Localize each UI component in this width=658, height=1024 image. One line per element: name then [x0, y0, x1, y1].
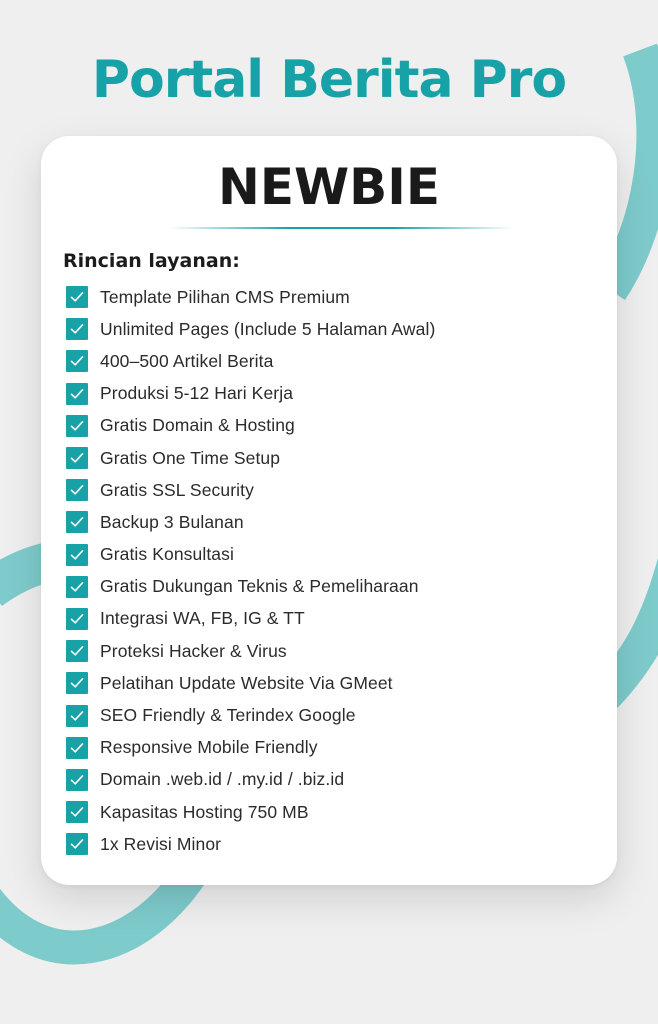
feature-label: 1x Revisi Minor [100, 833, 222, 854]
list-item [66, 571, 435, 603]
list-item [66, 764, 435, 796]
list-item [66, 410, 435, 442]
check-icon [66, 737, 88, 759]
check-icon [66, 801, 88, 823]
list-item [66, 345, 435, 377]
list-item [66, 796, 435, 828]
check-icon [66, 672, 88, 694]
feature-label: Gratis One Time Setup [100, 447, 281, 468]
feature-label: SEO Friendly & Terindex Google [100, 705, 356, 726]
section-title: Rincian layanan: [63, 250, 240, 272]
feature-label: Template Pilihan CMS Premium [100, 286, 350, 307]
feature-label: Pelatihan Update Website Via GMeet [100, 672, 393, 693]
plan-name: NEWBIE [217, 158, 441, 216]
list-item [66, 635, 435, 667]
feature-label: Unlimited Pages (Include 5 Halaman Awal) [100, 318, 436, 339]
list-item [66, 603, 435, 635]
list-item [66, 732, 435, 764]
check-icon [66, 350, 88, 372]
check-icon [66, 318, 88, 340]
list-item [66, 442, 435, 474]
list-item [66, 667, 435, 699]
check-icon [66, 511, 88, 533]
feature-label: Backup 3 Bulanan [100, 511, 244, 532]
check-icon [66, 833, 88, 855]
check-icon [66, 769, 88, 791]
feature-label: Domain .web.id / .my.id / .biz.id [100, 769, 345, 790]
list-item [66, 699, 435, 731]
check-icon [66, 447, 88, 469]
list-item [66, 828, 435, 860]
list-item [66, 474, 435, 506]
feature-label: Responsive Mobile Friendly [100, 737, 318, 758]
check-icon [66, 415, 88, 437]
feature-label: Integrasi WA, FB, IG & TT [100, 608, 305, 629]
check-icon [66, 544, 88, 566]
check-icon [66, 608, 88, 630]
feature-label: Kapasitas Hosting 750 MB [100, 801, 309, 822]
list-item [66, 539, 435, 571]
feature-label: Gratis SSL Security [100, 479, 254, 500]
pricing-card [41, 136, 617, 885]
list-item [66, 313, 435, 345]
check-icon [66, 640, 88, 662]
check-icon [66, 286, 88, 308]
feature-label: Gratis Konsultasi [100, 544, 234, 565]
page-title: Portal Berita Pro [91, 50, 567, 110]
feature-label: Produksi 5-12 Hari Kerja [100, 383, 294, 404]
check-icon [66, 383, 88, 405]
check-icon [66, 576, 88, 598]
check-icon [66, 705, 88, 727]
list-item [66, 378, 435, 410]
feature-list [66, 281, 435, 860]
feature-label: Gratis Domain & Hosting [100, 415, 295, 436]
list-item [66, 506, 435, 538]
check-icon [66, 479, 88, 501]
title-divider [169, 227, 513, 229]
feature-label: Proteksi Hacker & Virus [100, 640, 287, 661]
feature-label: 400–500 Artikel Berita [100, 350, 274, 371]
list-item [66, 281, 435, 313]
feature-label: Gratis Dukungan Teknis & Pemeliharaan [100, 576, 419, 597]
